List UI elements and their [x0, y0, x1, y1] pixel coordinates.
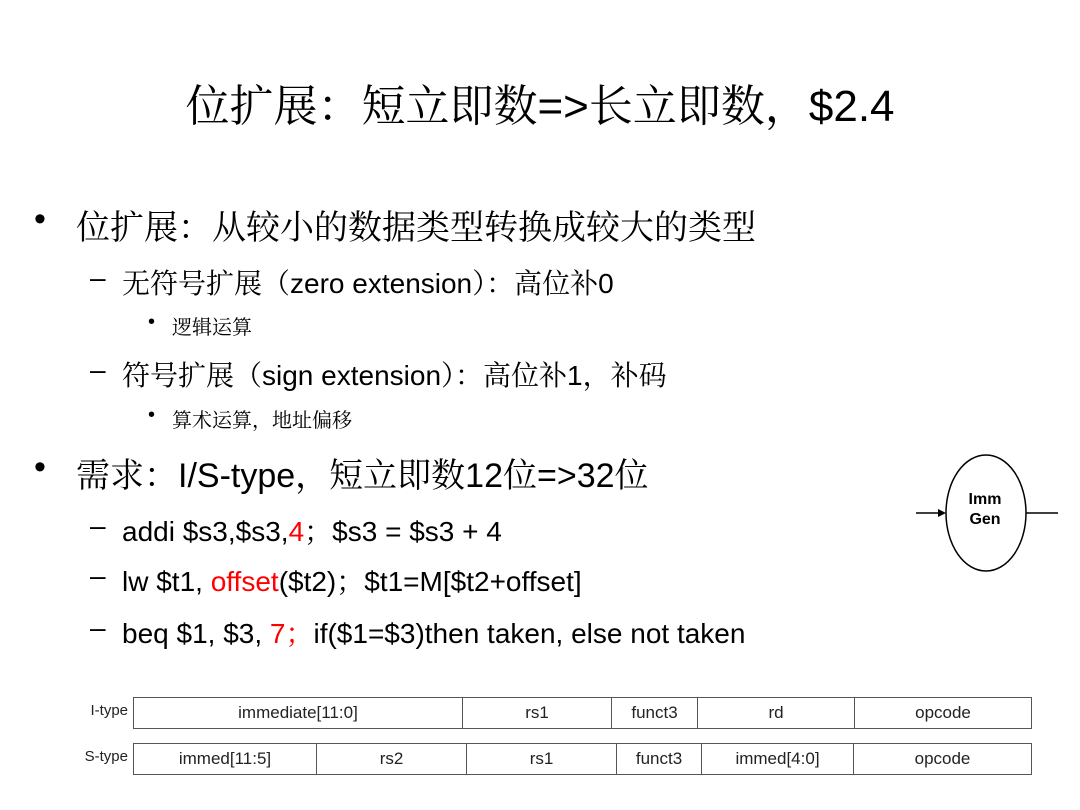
text-en: sign extension [262, 360, 442, 391]
text-num: 0 [598, 268, 614, 299]
sub-bullet-text [122, 354, 667, 394]
text-tail: ，补码 [582, 359, 667, 392]
itype-field-opcode: opcode [854, 698, 1031, 728]
text-post: ）：高位补 [441, 359, 568, 392]
text-highlight: 4 [288, 516, 305, 547]
subsub-text: 逻辑运算 [172, 315, 252, 339]
stype-field-rs2: rs2 [316, 744, 466, 774]
text-highlight: 7； [269, 618, 314, 649]
sub-bullet-text [122, 560, 582, 600]
stype-field-rs1: rs1 [466, 744, 616, 774]
text-n1: 12 [465, 457, 503, 495]
itype-field-funct3: funct3 [611, 698, 697, 728]
imm-gen-label-1: Imm [968, 491, 1002, 508]
bullet-text: 位扩展：从较小的数据类型转换成较大的类型 [76, 208, 756, 248]
text-a: beq $1, $3, [122, 618, 270, 649]
itype-field-immediate: immediate[11:0] [238, 703, 358, 722]
text-a: lw $t1, [122, 566, 211, 597]
title-arrow: => [537, 82, 589, 131]
text-b: ；$s3 = $s3 + 4 [304, 516, 502, 547]
dash: – [90, 354, 106, 385]
stype-field-opcode: opcode [853, 744, 1031, 774]
slide-title [0, 70, 1080, 134]
stype-label: S-type [84, 748, 128, 765]
text-pre: 需求： [76, 456, 178, 496]
dash: – [90, 262, 106, 293]
stype-field-immed-hi: immed[11:5] [178, 749, 272, 768]
text-mid: ，短立即数 [295, 456, 466, 496]
imm-gen-label-2: Gen [969, 511, 1001, 528]
text-n2: 32 [576, 457, 615, 495]
title-part-1: 位扩展：短立即数 [185, 81, 538, 132]
itype-format [133, 697, 1032, 729]
bullet-dot: • [34, 200, 46, 238]
dash: – [90, 612, 106, 643]
dash: – [90, 560, 106, 591]
stype-field-funct3: funct3 [616, 744, 701, 774]
text-a: addi $s3,$s3, [122, 516, 289, 547]
text-pre: 无符号扩展（ [122, 267, 291, 300]
text-pre: 符号扩展（ [122, 359, 263, 392]
sub-bullet-text [122, 510, 502, 550]
bullet-text [76, 448, 649, 497]
dash: – [90, 510, 106, 541]
title-part-2: 长立即数， [588, 81, 809, 132]
text-mid2: 位 [503, 456, 537, 496]
text-b: ($t2)；$t1=M[$t2+offset] [278, 566, 582, 597]
text-highlight: offset [210, 566, 279, 597]
text-post: 位 [614, 456, 649, 496]
text-arrow: => [537, 457, 577, 495]
sub-bullet-text [122, 612, 745, 652]
itype-label: I-type [90, 702, 128, 719]
text-b: if($1=$3)then taken, else not taken [313, 618, 746, 649]
title-section: $2.4 [808, 82, 895, 131]
text-post: ）：高位补 [472, 267, 599, 300]
text-num: 1 [567, 360, 583, 391]
sub-bullet-text [122, 262, 614, 302]
stype-format [133, 743, 1032, 775]
stype-field-immed-lo: immed[4:0] [701, 744, 853, 774]
dot: • [148, 311, 156, 333]
dot: • [148, 404, 156, 426]
imm-gen-input-arrow [938, 509, 946, 517]
bullet-dot: • [34, 448, 46, 486]
subsub-text: 算术运算，地址偏移 [172, 408, 352, 432]
itype-field-rd: rd [697, 698, 854, 728]
text-en: zero extension [290, 268, 473, 299]
itype-field-rs1: rs1 [462, 698, 611, 728]
text-en: I/S-type [178, 457, 296, 495]
